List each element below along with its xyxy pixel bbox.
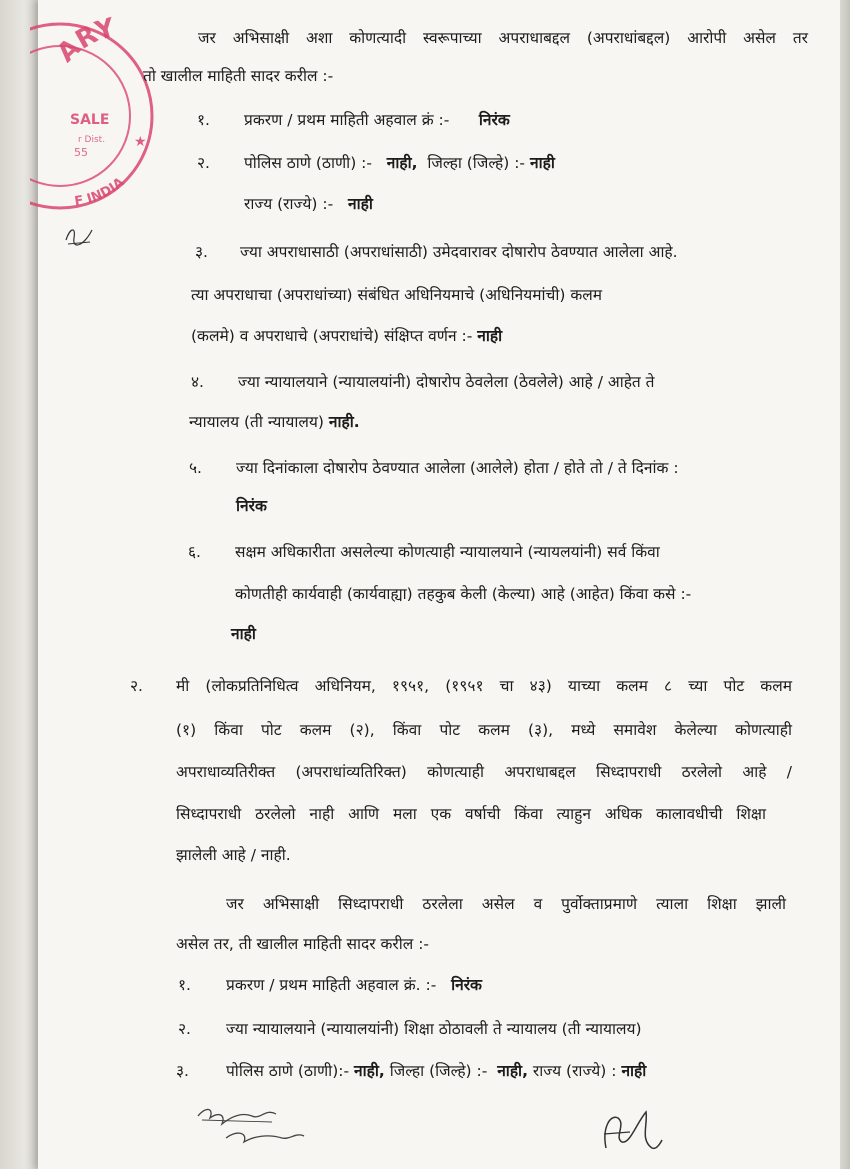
- s1-item6-line-1: सक्षम अधिकारीता असलेल्या कोणत्याही न्यायालयाने (न्यायलयांनी) सर्व किंवा: [235, 543, 660, 561]
- s1-item5-number: ५.: [189, 459, 202, 477]
- s1-item1-row: [244, 110, 510, 130]
- s1-item6-line-2: कोणतीही कार्यवाही (कार्यवाह्या) तहकुब केली (केल्या) आहे (आहेत) किंवा कसे :-: [235, 585, 692, 603]
- s1-item3-line-1: ज्या अपराधासाठी (अपराधांसाठी) उमेदवारावर दोषारोप ठेवण्यात आलेला आहे.: [240, 243, 678, 261]
- s2-line-1: मी (लोकप्रतिनिधित्व अधिनियम, १९५१, (१९५१ चा ४३) याच्या कलम ८ च्या पोट कलम: [176, 677, 792, 695]
- s1-item2-text-b: जिल्हा (जिल्हे) :-: [427, 154, 526, 172]
- s1-item2-row: [244, 153, 555, 173]
- s2-line-5: झालेली आहे / नाही.: [176, 846, 291, 864]
- s3-item1-number: १.: [178, 976, 191, 994]
- intro-line-1: जर अभिसाक्षी अशा कोणत्यादी स्वरूपाच्या अपराधाबद्दल (अपराधांबद्दल) आरोपी असेल तर: [198, 29, 808, 47]
- s1-item2-number: २.: [197, 154, 210, 172]
- s1-item6-value-row: [231, 624, 256, 644]
- s1-item3-value: नाही: [477, 327, 503, 345]
- s1-item1-number: १.: [197, 111, 210, 129]
- s2-line-4: सिध्दापराधी ठरलेलो नाही आणि मला एक वर्षाची किंवा त्याहुन अधिक कालावधीची शिक्षा: [176, 805, 766, 823]
- s1-item4-number: ४.: [191, 373, 204, 391]
- s3-item1-row: [226, 975, 482, 995]
- s1-item2-value-c: नाही: [347, 195, 373, 213]
- s1-item2-row-2: [244, 194, 373, 214]
- s1-item4-row-2: [189, 412, 360, 432]
- s1-item4-line-2: न्यायालय (ती न्यायालय): [189, 413, 324, 431]
- s1-item4-line-1: ज्या न्यायालयाने (न्यायालयांनी) दोषारोप ठेवलेला (ठेवलेले) आहे / आहेत ते: [238, 373, 655, 391]
- s1-item2-value-a: नाही,: [386, 154, 418, 172]
- s1-item2-value-b: नाही: [529, 154, 555, 172]
- s3-item3-number: ३.: [176, 1062, 189, 1080]
- s1-item3-number: ३.: [195, 243, 208, 261]
- s1-item6-value: नाही: [231, 625, 256, 643]
- s1-item5-line-1: ज्या दिनांकाला दोषारोप ठेवण्यात आलेला (आलेले) होता / होते तो / ते दिनांक :: [236, 459, 679, 477]
- s3-item3-value-a: नाही,: [354, 1062, 385, 1080]
- s1-item6-number: ६.: [188, 543, 201, 561]
- stamp-star-icon: ★: [134, 134, 147, 150]
- s1-item5-value-row: [236, 496, 267, 516]
- s3-item1-text: प्रकरण / प्रथम माहिती अहवाल क्रं. :-: [226, 976, 437, 994]
- s3-item3-value-c: नाही: [621, 1062, 647, 1080]
- s3-item2-number: २.: [178, 1020, 191, 1038]
- s3-item3-text-b: जिल्हा (जिल्हे) :-: [389, 1062, 488, 1080]
- stamp-top-text: ARY: [51, 12, 119, 69]
- s1-item3-line-2: त्या अपराधाचा (अपराधांच्या) संबंधित अधिनियमाचे (अधिनियमांची) कलम: [191, 286, 602, 304]
- s3-item3-row: [226, 1061, 646, 1081]
- s1-item2-text-c: राज्य (राज्ये) :-: [244, 195, 334, 213]
- s3-item2-text: ज्या न्यायालयाने (न्यायालयांनी) शिक्षा ठोठावली ते न्यायालय (ती न्यायालय): [226, 1020, 642, 1038]
- s2-line-3: अपराधाव्यतिरीक्त (अपराधांव्यतिरिक्त) कोणत्याही अपराधाबद्दल सिध्दापराधी ठरलेलो आहे /: [176, 763, 792, 781]
- stamp-sale-text: SALE: [70, 112, 110, 128]
- s3-item3-value-b: नाही,: [497, 1062, 528, 1080]
- s3-intro-line-2: असेल तर, ती खालील माहिती सादर करील :-: [176, 935, 430, 953]
- s1-item5-value: निरंक: [236, 497, 267, 515]
- s3-intro-line-1: जर अभिसाक्षी सिध्दापराधी ठरलेला असेल व पुर्वोक्ताप्रमाणे त्याला शिक्षा झाली: [226, 895, 786, 913]
- s1-item1-value: निरंक: [478, 111, 510, 129]
- stamp-small-text-1: r Dist.: [78, 135, 106, 145]
- s1-item1-text: प्रकरण / प्रथम माहिती अहवाल क्रं :-: [244, 111, 450, 129]
- stamp-bottom-text: F INDIA: [73, 175, 128, 210]
- stamp-small-text-2: 55: [74, 146, 88, 159]
- s3-item1-value: निरंक: [451, 976, 482, 994]
- s2-number: २.: [130, 677, 143, 695]
- s1-item2-text-a: पोलिस ठाणे (ठाणी) :-: [244, 154, 372, 172]
- s3-item3-text-a: पोलिस ठाणे (ठाणी):-: [226, 1062, 350, 1080]
- s3-item3-text-c: राज्य (राज्ये) :: [532, 1062, 617, 1080]
- intro-line-2: तो खालील माहिती सादर करील :-: [143, 67, 334, 85]
- s1-item4-value: नाही.: [328, 413, 360, 431]
- s1-item3-row-3: [191, 326, 502, 346]
- s2-line-2: (१) किंवा पोट कलम (२), किंवा पोट कलम (३), मध्ये समावेश केलेल्या कोणत्याही: [176, 721, 792, 739]
- s1-item3-line-3: (कलमे) व अपराधाचे (अपराधांचे) संक्षिप्त वर्णन :-: [191, 327, 473, 345]
